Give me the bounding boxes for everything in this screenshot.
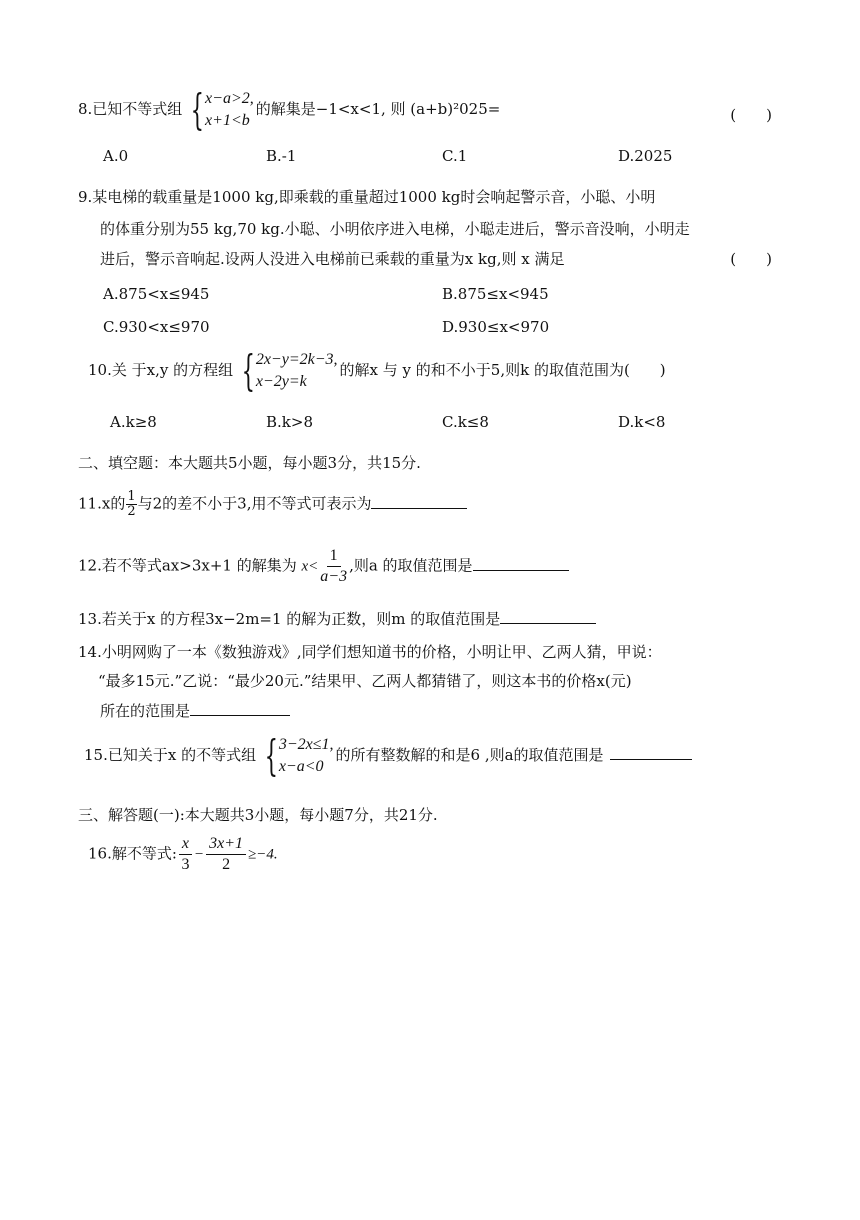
q9-line-1: 9.某电梯的载重量是1000 kg,即乘载的重量超过1000 kg时会响起警示音，小聪、小明: [78, 188, 656, 206]
q12-lhs: x<: [301, 558, 319, 575]
section-2-heading: 二、填空题：本大题共5小题，每小题3分，共15分.: [78, 454, 421, 472]
q11-answer-blank[interactable]: [371, 507, 467, 509]
q13-answer-blank[interactable]: [500, 622, 596, 624]
q15-sys-row2: x−a<0: [278, 758, 324, 775]
q10-option-a: A.k≥8: [110, 413, 157, 431]
q13-text: 13.若关于x 的方程3x−2m=1 的解为正数，则m 的取值范围是: [78, 610, 501, 628]
q10-prefix: 10.关 于x,y 的方程组: [88, 361, 234, 379]
brace-icon: {: [190, 85, 205, 134]
question-11: [78, 490, 778, 519]
q8-sys-row2: x+1<b: [205, 112, 250, 129]
q10-sys-row2: x−2y=k: [255, 373, 307, 390]
q16-fraction-1: $\frac{x}{3}$: [179, 834, 192, 875]
brace-icon: {: [264, 731, 279, 780]
q9-option-b: B.875≤x<945: [442, 285, 549, 303]
q9-option-a: A.875<x≤945: [103, 285, 210, 303]
q14-answer-blank[interactable]: [190, 714, 290, 716]
brace-icon: {: [241, 346, 256, 395]
q9-option-d: D.930≤x<970: [442, 318, 550, 336]
q15-system: [258, 731, 334, 780]
q9-answer-paren: ( ): [730, 250, 772, 268]
q8-suffix: 的解集是−1<x<1, 则 (a+b)²025=: [255, 100, 501, 118]
q16-rhs: ≥−4.: [248, 846, 278, 863]
q10-sys-row1: 2x−y=2k−3,: [255, 351, 338, 368]
q11-prefix: 11.x的: [78, 494, 126, 513]
question-8: [78, 85, 778, 134]
q16-minus: −: [194, 846, 205, 863]
q12-fraction: $\frac{1}{a-3}$: [320, 547, 348, 585]
q10-option-d: D.k<8: [618, 413, 666, 431]
q12-suffix: ,则a 的取值范围是: [349, 556, 473, 575]
q15-suffix: 的所有整数解的和是6 ,则a的取值范围是: [335, 746, 604, 764]
q9-line-2: 的体重分别为55 kg,70 kg.小聪、小明依序进入电梯，小聪走进后，警示音没响，小明走: [100, 220, 690, 238]
q8-answer-paren: ( ): [730, 106, 772, 124]
q10-suffix: 的解x 与 y 的和不小于5,则k 的取值范围为( ): [339, 361, 666, 379]
question-13: [78, 608, 778, 629]
q8-option-b: B.-1: [266, 147, 297, 165]
question-15: [84, 731, 778, 780]
q12-answer-blank[interactable]: [473, 569, 569, 571]
q11-fraction: $\frac{1}{2}$: [127, 489, 136, 519]
q12-prefix: 12.若不等式ax>3x+1 的解集为: [78, 556, 297, 575]
q8-sys-row1: x−a>2,: [205, 90, 254, 107]
q11-suffix: 与2的差不小于3,用不等式可表示为: [137, 494, 372, 513]
q9-option-c: C.930<x≤970: [103, 318, 210, 336]
q14-line-1: 14.小明网购了一本《数独游戏》,同学们想知道书的价格，小明让甲、乙两人猜，甲说：: [78, 643, 662, 661]
q8-option-d: D.2025: [618, 147, 673, 165]
q8-system: [184, 85, 254, 134]
q14-line-3: 所在的范围是: [100, 700, 778, 721]
q10-option-b: B.k>8: [266, 413, 313, 431]
question-16: [88, 834, 778, 875]
q10-option-c: C.k≤8: [442, 413, 489, 431]
section-3-heading: 三、解答题(一):本大题共3小题，每小题7分，共21分.: [78, 806, 438, 824]
q15-answer-blank[interactable]: [610, 758, 692, 760]
q16-prefix: 16.解不等式:: [88, 844, 177, 863]
q14-line-2: “最多15元.”乙说：“最少20元.”结果甲、乙两人都猜错了，则这本书的价格x(元): [98, 672, 632, 690]
q8-option-c: C.1: [442, 147, 468, 165]
q16-fraction-2: $\frac{3x+1}{2}$: [206, 834, 246, 875]
q8-option-a: A.0: [103, 147, 129, 165]
q10-system: [235, 346, 338, 395]
question-12: [78, 546, 778, 587]
question-10: [88, 346, 778, 395]
q8-prefix: 8.已知不等式组: [78, 100, 183, 118]
q15-sys-row1: 3−2x≤1,: [278, 736, 334, 753]
q9-line-3: 进后，警示音响起.设两人没进入电梯前已乘载的重量为x kg,则 x 满足: [100, 250, 565, 268]
q15-prefix: 15.已知关于x 的不等式组: [84, 746, 257, 764]
